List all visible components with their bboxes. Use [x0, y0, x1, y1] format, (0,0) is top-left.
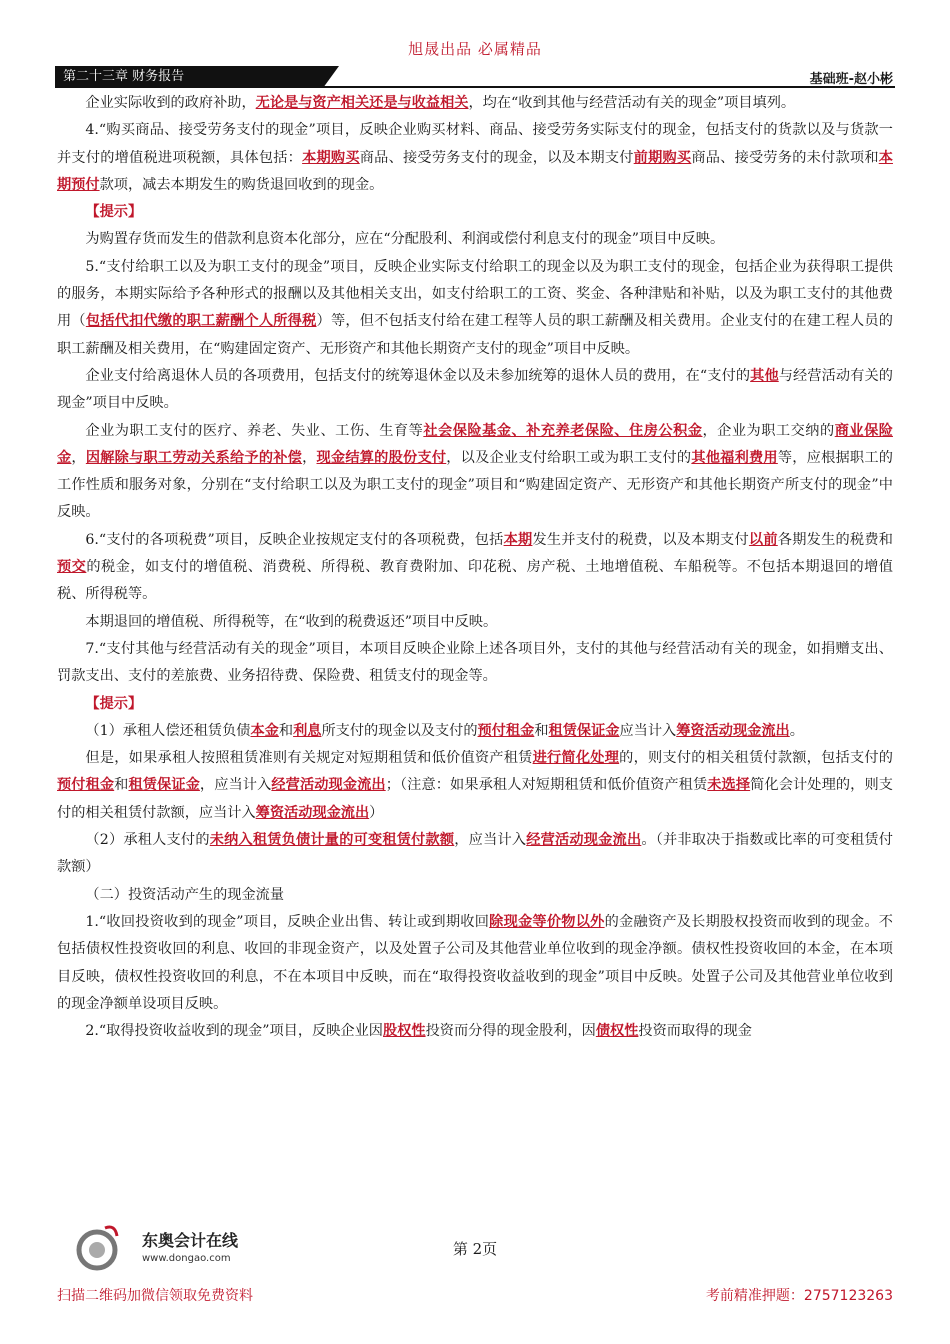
- paragraph: 为购置存货而发生的借款利息资本化部分，应在“分配股利、利润或偿付利息支付的现金”项目中反映。: [85, 231, 725, 248]
- paragraph: 但是，如果承租人按照租赁准则有关规定对短期租赁和低价值资产租赁进行简化处理的，则支付的相关租赁付款额，包括支付的预付租金和租赁保证金，应当计入经营活动现金流出；（注意：如果承租人对短期租赁和低价值资产租赁未选择简化会计处理的，则支付的相关租赁付款额，应当计入筹资活动现金流出）: [57, 750, 893, 821]
- paragraph: 企业支付给离退休人员的各项费用，包括支付的统筹退休金以及未参加统筹的退休人员的费用，在“支付的其他与经营活动有关的现金”项目中反映。: [57, 367, 893, 412]
- paragraph: 4.“购买商品、接受劳务支付的现金”项目，反映企业购买材料、商品、接受劳务实际支付的现金，包括支付的货款以及与货款一并支付的增值税进项税额，具体包括：本期购买商品、接受劳务支付的现金，以及本期支付前期购买商品、接受劳务的未付款项和本期预付款项，减去本期发生的购货退回收到的现金。: [57, 122, 893, 193]
- logo-name: 东奥会计在线: [142, 1231, 239, 1250]
- logo-url: www.dongao.com: [142, 1253, 231, 1264]
- paragraph: 6.“支付的各项税费”项目，反映企业按规定支付的各项税费，包括本期发生并支付的税费，以及本期支付以前各期发生的税费和预交的税金，如支付的增值税、消费税、所得税、教育费附加、印花税、房产税、土地增值税、车船税等。不包括本期退回的增值税、所得税等。: [57, 531, 893, 603]
- chapter-title: 第二十三章 财务报告: [55, 66, 323, 88]
- paragraph: 1.“收回投资收到的现金”项目，反映企业出售、转让或到期收回除现金等价物以外的金融资产及长期股权投资而收到的现金。不包括债权性投资收回的利息、收回的非现金资产，以及处置子公司及其他营业单位收到的现金净额。债权性投资收回的本金，在本项目反映，债权性投资收回的利息，不在本项目中反映，而在“取得投资收益收到的现金”项目中反映。处置子公司及其他营业单位收到的现金净额单设项目反映。: [57, 913, 893, 1012]
- document-body: [57, 90, 893, 1045]
- page-number: 第 2页: [452, 1240, 498, 1258]
- brand-banner: 旭晟出品 必属精品: [408, 40, 542, 58]
- paragraph: 2.“取得投资收益收到的现金”项目，反映企业因股权性投资而分得的现金股利，因债权性投资而取得的现金: [85, 1023, 752, 1040]
- tip-heading: 【提示】: [85, 204, 143, 221]
- paragraph: 5.“支付给职工以及为职工支付的现金”项目，反映企业实际支付给职工的现金以及为职工支付的现金，包括企业为获得职工提供的服务，本期实际给予各种形式的报酬以及其他相关支出，如支付给职工的工资、奖金、各种津贴和补贴，以及为职工支付的其他费用（包括代扣代缴的职工薪酬个人所得税）等，但不包括支付给在建工程等人员的职工薪酬及相关费用。企业支付的在建工程人员的职工薪酬及相关费用，在“购建固定资产、无形资产和其他长期资产支付的现金”项目中反映。: [57, 258, 893, 357]
- paragraph: 本期退回的增值税、所得税等，在“收到的税费返还”项目中反映。: [85, 613, 498, 630]
- instructor-label: 基础班-赵小彬: [809, 72, 893, 87]
- paragraph: （1）承租人偿还租赁负债本金和利息所支付的现金以及支付的预付租金和租赁保证金应当计入筹资活动现金流出。: [85, 722, 804, 739]
- header-wedge: [323, 66, 339, 88]
- promo-right: 考前精准押题：2757123263: [705, 1288, 893, 1304]
- section-heading: （二）投资活动产生的现金流量: [85, 886, 285, 903]
- page-header: [55, 66, 895, 88]
- paragraph: 7.“支付其他与经营活动有关的现金”项目，本项目反映企业除上述各项目外，支付的其他与经营活动有关的现金，如捐赠支出、罚款支出、支付的差旅费、业务招待费、保险费、租赁支付的现金等。: [57, 640, 893, 685]
- paragraph: 企业为职工支付的医疗、养老、失业、工伤、生育等社会保险基金、补充养老保险、住房公积金，企业为职工交纳的商业保险金，因解除与职工劳动关系给予的补偿，现金结算的股份支付，以及企业支付给职工或为职工支付的其他福利费用等，应根据职工的工作性质和服务对象，分别在“支付给职工以及为职工支付的现金”项目和“购建固定资产、无形资产和其他长期资产所支付的现金”中反映。: [57, 422, 893, 521]
- paragraph: 企业实际收到的政府补助，无论是与资产相关还是与收益相关，均在“收到其他与经营活动有关的现金”项目填列。: [85, 95, 796, 111]
- tip-heading: 【提示】: [85, 695, 143, 712]
- paragraph: （2）承租人支付的未纳入租赁负债计量的可变租赁付款额，应当计入经营活动现金流出。（并非取决于指数或比率的可变租赁付款额）: [57, 832, 893, 876]
- promo-left: 扫描二维码加微信领取免费资料: [57, 1288, 253, 1304]
